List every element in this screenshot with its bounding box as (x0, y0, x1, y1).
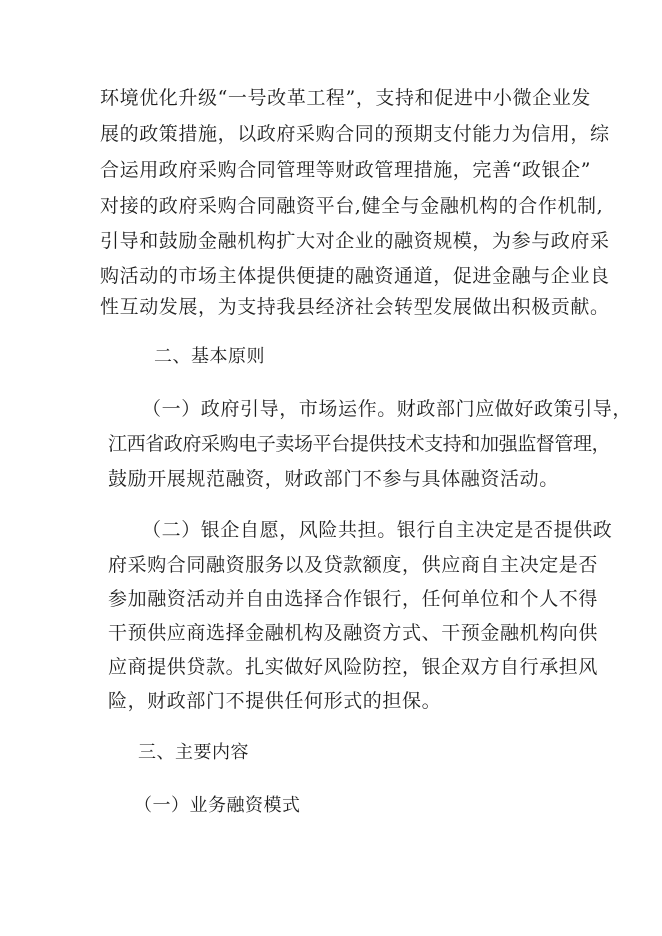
section-heading: 三、主要内容 (138, 742, 249, 763)
text-line: （一）政府引导，市场运作。财政部门应做好政策引导， (142, 398, 633, 420)
text-line: 对接的政府采购合同融资平台,健全与金融机构的合作机制, (100, 195, 604, 217)
text-line: 引导和鼓励金融机构扩大对企业的融资规模，为参与政府采 (100, 230, 610, 252)
text-line: 鼓励开展规范融资，财政部门不参与具体融资活动。 (108, 468, 559, 490)
text-line: 展的政策措施，以政府采购合同的预期支付能力为信用，综 (100, 123, 610, 145)
subsection-heading: （一）业务融资模式 (134, 795, 301, 816)
text-line: 参加融资活动并自由选择合作银行，任何单位和个人不得 (108, 588, 599, 610)
text-line: 合运用政府采购合同管理等财政管理措施，完善“政银企” (100, 159, 592, 181)
text-line: 干预供应商选择金融机构及融资方式、干预金融机构向供 (108, 622, 599, 644)
text-line: 应商提供贷款。扎实做好风险防控，银企双方自行承担风 (108, 656, 599, 678)
text-line: 购活动的市场主体提供便捷的融资通道，促进金融与企业良 (100, 265, 610, 287)
text-line: 府采购合同融资服务以及贷款额度，供应商自主决定是否 (108, 554, 599, 576)
text-line: 性互动发展，为支持我县经济社会转型发展做出积极贡献。 (100, 296, 610, 318)
section-heading: 二、基本原则 (154, 346, 265, 367)
text-line: （二）银企自愿，风险共担。银行自主决定是否提供政 (142, 519, 613, 541)
text-line: 环境优化升级“一号改革工程”，支持和促进中小微企业发 (100, 87, 592, 109)
text-line: 险，财政部门不提供任何形式的担保。 (108, 690, 442, 712)
text-line: 江西省政府采购电子卖场平台提供技术支持和加强监督管理， (108, 433, 611, 455)
